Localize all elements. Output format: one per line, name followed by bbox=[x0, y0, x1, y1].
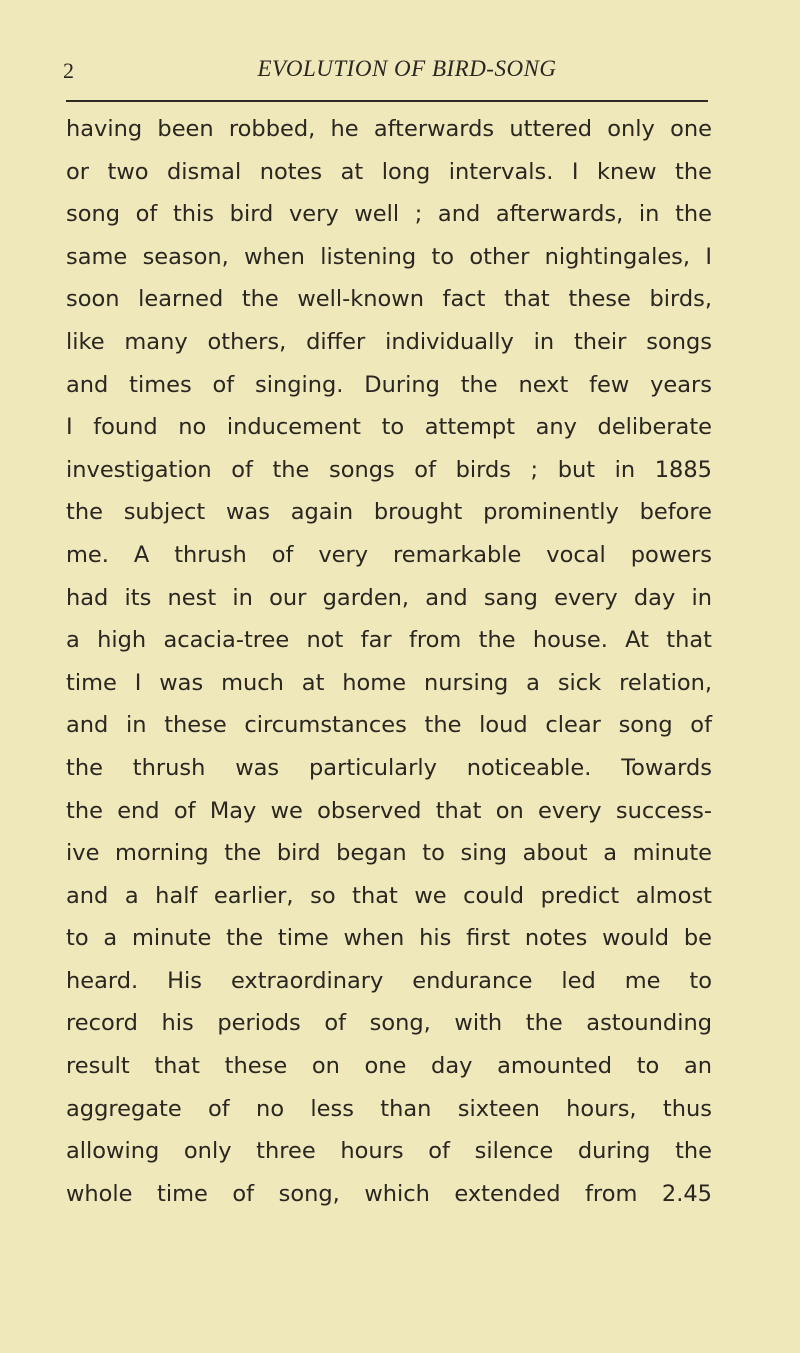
header-rule bbox=[66, 100, 708, 102]
text-line: to a minute the time when his first notes would be bbox=[66, 925, 712, 952]
page-number: 2 bbox=[63, 58, 74, 83]
text-line: time I was much at home nursing a sick relation, bbox=[66, 669, 712, 696]
text-line: a high acacia-tree not far from the house. At that bbox=[66, 627, 712, 654]
body-text bbox=[66, 108, 712, 1215]
text-line: investigation of the songs of birds ; but in 1885 bbox=[66, 456, 712, 483]
text-line: whole time of song, which extended from 2.45 bbox=[66, 1180, 712, 1207]
text-line: the subject was again brought prominently before bbox=[66, 499, 712, 526]
text-line: the thrush was particularly noticeable. Towards bbox=[66, 754, 712, 781]
text-line: record his periods of song, with the astounding bbox=[66, 1010, 712, 1037]
running-head: EVOLUTION OF BIRD-SONG bbox=[257, 56, 557, 81]
text-line: me. A thrush of very remarkable vocal powers bbox=[66, 541, 712, 568]
text-line: having been robbed, he afterwards uttered only one bbox=[66, 116, 712, 142]
text-line: aggregate of no less than sixteen hours, thus bbox=[66, 1095, 712, 1122]
text-line: heard. His extraordinary endurance led me to bbox=[66, 967, 712, 994]
text-line: or two dismal notes at long intervals. I knew the bbox=[66, 158, 712, 185]
text-line: result that these on one day amounted to an bbox=[66, 1053, 712, 1080]
text-line: same season, when listening to other nightingales, I bbox=[66, 243, 712, 270]
text-line: ive morning the bird began to sing about a minute bbox=[66, 840, 712, 867]
text-line: the end of May we observed that on every success- bbox=[66, 797, 712, 824]
text-line: allowing only three hours of silence during the bbox=[66, 1138, 712, 1165]
text-line: and times of singing. During the next few years bbox=[66, 371, 712, 398]
text-line: had its nest in our garden, and sang every day in bbox=[66, 584, 712, 611]
text-line: and a half earlier, so that we could predict almost bbox=[66, 882, 712, 909]
text-line: and in these circumstances the loud clear song of bbox=[66, 712, 712, 739]
text-line: like many others, differ individually in their songs bbox=[66, 328, 712, 355]
text-line: I found no inducement to attempt any deliberate bbox=[66, 414, 712, 441]
text-line: song of this bird very well ; and afterwards, in the bbox=[66, 201, 712, 228]
text-line: soon learned the well-known fact that these birds, bbox=[66, 286, 712, 313]
